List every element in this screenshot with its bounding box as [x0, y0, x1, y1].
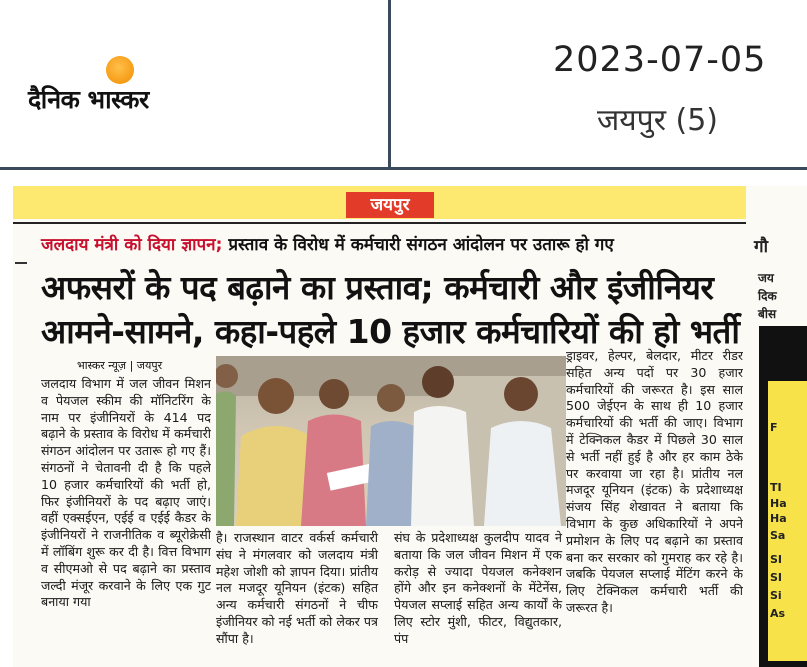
card-letter: SI	[770, 571, 783, 584]
card-letter: Ha	[770, 497, 787, 510]
card-letter: SI	[770, 553, 783, 566]
column-3: ड्राइवर, हेल्पर, बेलदार, मीटर रीडर सहित अन्य पदों पर 30 हजार कर्मचारियों की जरूरत है। इस साल 500 जेईएन के साथ ही 10 हजार कर्मचारियों की भर्ती की जाए। विभाग में टेक्निकल कैडर में पिछले 30 साल से भर्ती नहीं हुई है और हर काम ठेके पर करवाया जा रहा है। प्रांतीय नल मजदूर यूनियन (इंटक) के प्रदेशाध्यक्ष संजय सिंह शेखावत ने बताया कि विभाग के कुछ अधिकारियों ने अपने प्रमोशन के लिए पद बढ़ाने का प्रस्ताव बना कर सरकार को गुमराह कर रहे है। जबकि पेयजल सप्लाई मेंटिंग करने के लिए टेक्निकल कर्मचारी भर्ती की जरूरत है।	[566, 348, 743, 615]
header-rule	[0, 167, 807, 170]
newspaper-clipping	[13, 186, 807, 667]
kicker-rest: प्रस्ताव के विरोध में कर्मचारी संगठन आंदोलन पर उतारू हो गए	[222, 235, 614, 255]
margin-dash	[15, 262, 27, 264]
city-page: जयपुर (5)	[597, 103, 719, 138]
section-tag: जयपुर	[346, 192, 434, 218]
card-letter: As	[770, 607, 786, 620]
adjacent-line-1: जय	[758, 271, 774, 285]
headline-line-1: अफसरों के पद बढ़ाने का प्रस्ताव; कर्मचारी और इंजीनियर	[41, 268, 714, 307]
kicker-red: जलदाय मंत्री को दिया ज्ञापन;	[41, 235, 223, 255]
section-rule	[13, 222, 765, 224]
photo-caption-text: है। राजस्थान वाटर वर्कर्स कर्मचारी संघ ने मंगलवार को जलदाय मंत्री महेश जोशी को ज्ञापन दिया। प्रांतीय नल मजदूर यूनियन (इंटक) सहित अन्य कर्मचारी संगठनों ने चीफ इंजीनियर को नई भर्ती को लेकर पत्र सौंपा है।	[216, 530, 378, 646]
card-letter: Ha	[770, 512, 787, 525]
kicker	[41, 232, 614, 255]
adjacent-line-2: दिक	[758, 289, 777, 303]
people-photo-illustration	[216, 356, 566, 526]
clipping-header	[0, 0, 807, 170]
adjacent-kicker: गौ	[754, 237, 768, 257]
card-letter: Sa	[770, 529, 786, 542]
adjacent-yellow-card	[768, 381, 807, 661]
headline-line-2: आमने-सामने, कहा-पहले 10 हजार कर्मचारियों की हो भर्ती	[41, 312, 740, 351]
column-1: जलदाय विभाग में जल जीवन मिशन व पेयजल स्कीम की मॉनिटरिंग के नाम पर इंजीनियरों के 414 पद बढ़ाने के प्रस्ताव के विरोध में कर्मचारी संगठन आंदोलन पर उतारू हो गए हैं। संगठनों ने चेतावनी दी है कि पहले 10 हजार कर्मचारियों की भर्ती हो, फिर इंजीनियरों के पद बढ़ाए जाएं। वहीं एक्सईएन, एईई व एईई कैडर के इंजीनियरों ने राजनीतिक व ब्यूरोक्रेसी में लॉबिंग शुरू कर दी है। वित्त विभाग व सीएमओ से पद बढ़ाने का प्रस्ताव जल्दी मंजूर करवाने के लिए एक गुट बनाया गया	[41, 376, 211, 610]
newspaper-brand: दैनिक भास्कर	[28, 85, 149, 114]
sun-logo-icon	[106, 56, 134, 84]
column-2: संघ के प्रदेशाध्यक्ष कुलदीप यादव ने बताया कि जल जीवन मिशन में एक करोड़ से ज्यादा पेयजल कनेक्शन होंगे और इन कनेक्शनों के मेंटेनेंस, पेयजल सप्लाई सहित अन्य कार्यों के लिए स्टोर मुंशी, फीटर, विद्युतकार, पंप	[394, 530, 562, 646]
publication-date: 2023-07-05	[553, 40, 767, 80]
card-letter: F	[770, 421, 778, 434]
header-divider	[388, 0, 391, 170]
byline: भास्कर न्यूज़ | जयपुर	[77, 359, 163, 372]
card-letter: Si	[770, 589, 782, 602]
adjacent-line-3: बीस	[758, 307, 777, 321]
card-letter: TI	[770, 481, 782, 494]
news-photo	[216, 356, 566, 526]
